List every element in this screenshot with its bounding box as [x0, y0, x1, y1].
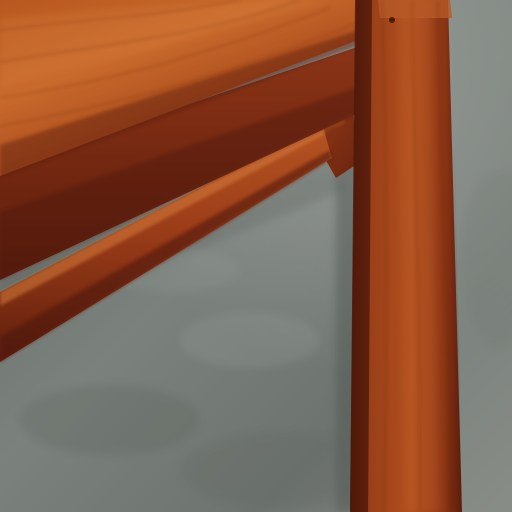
leg-top-block: [378, 0, 452, 18]
wood-knot: [389, 17, 395, 23]
right-floor-area: [452, 0, 512, 512]
